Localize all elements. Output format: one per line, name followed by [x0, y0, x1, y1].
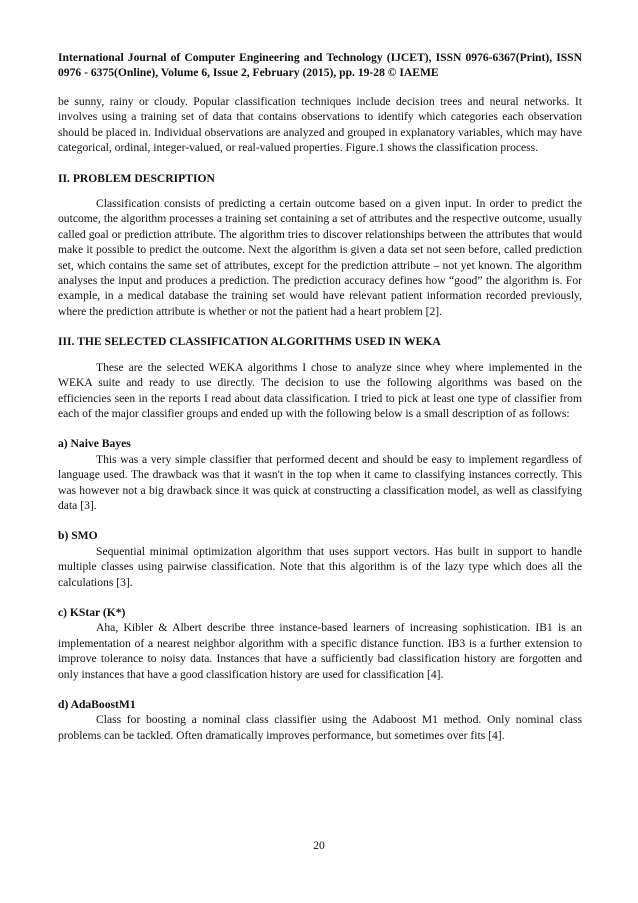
- intro-paragraph: be sunny, rainy or cloudy. Popular classification techniques include decision trees and neural networks. It involves using a training set of data that contains observations to identify which categories each observation should be placed in. Individual observations are analyzed and grouped in explanatory variables, which may have categorical, ordinal, integer-valued, or real-valued properties. Figure.1 shows the classification process.: [58, 95, 582, 155]
- section-heading-selected-algorithms: III. THE SELECTED CLASSIFICATION ALGORITHMS USED IN WEKA: [58, 335, 441, 349]
- selected-algorithms-paragraph: These are the selected WEKA algorithms I chose to analyze since whey where implemented in the WEKA suite and ready to use directly. The decision to use the following algorithms was based on the efficiencies seen in the reports I read about data classification. I tried to pick at least one type of classifier from each of the major classifier groups and ended up with the following below is a small description of as follows:: [58, 360, 582, 420]
- subsection-heading-kstar: c) KStar (K*): [58, 605, 126, 619]
- section-heading-problem-description: II. PROBLEM DESCRIPTION: [58, 171, 215, 185]
- subsection-heading-adaboostm1: d) AdaBoostM1: [58, 698, 136, 711]
- adaboostm1-paragraph: Class for boosting a nominal class classifier using the Adaboost M1 method. Only nominal class problems can be tackled. Often dramatically improves performance, but sometimes over fits [4].: [58, 713, 582, 742]
- naive-bayes-paragraph: This was a very simple classifier that performed decent and should be easy to implement regardless of language used. The drawback was that it wasn't in the top when it came to classifying instances correctly. This was however not a big drawback since it was quick at constructing a classification model, as well as classifying data [3].: [58, 452, 582, 512]
- journal-header: International Journal of Computer Engineering and Technology (IJCET), ISSN 0976-6367(Print), ISSN 0976 - 6375(Online), Volume 6, Issue 2, February (2015), pp. 19-28 © IAEME: [58, 51, 582, 79]
- page-number: 20: [313, 839, 325, 852]
- subsection-heading-smo: b) SMO: [58, 529, 98, 543]
- smo-paragraph: Sequential minimal optimization algorithm that uses support vectors. Has built in support to handle multiple classes using pairwise classification. Note that this algorithm is of the lazy type which does all the calculations [3].: [58, 544, 582, 589]
- subsection-heading-naive-bayes: a) Naive Bayes: [58, 437, 131, 451]
- kstar-paragraph: Aha, Kibler & Albert describe three instance-based learners of increasing sophistication. IB1 is an implementation of a nearest neighbor algorithm with a specific distance function. IB3 is a further extension to improve tolerance to noisy data. Instances that have a sufficiently bad classification history are forgotten and only instances that have a good classification history are used for classification [4].: [58, 621, 582, 681]
- problem-description-paragraph: Classification consists of predicting a certain outcome based on a given input. In order to predict the outcome, the algorithm processes a training set containing a set of attributes and the respective outcome, usually called goal or prediction attribute. The algorithm tries to discover relationships between the attributes that would make it possible to predict the outcome. Next the algorithm is given a data set not seen before, called prediction set, which contains the same set of attributes, except for the prediction attribute – not yet known. The algorithm analyses the input and produces a prediction. The prediction accuracy defines how “good” the algorithm is. For example, in a medical database the training set would have relevant patient information recorded previously, where the prediction attribute is whether or not the patient had a heart problem [2].: [58, 197, 582, 318]
